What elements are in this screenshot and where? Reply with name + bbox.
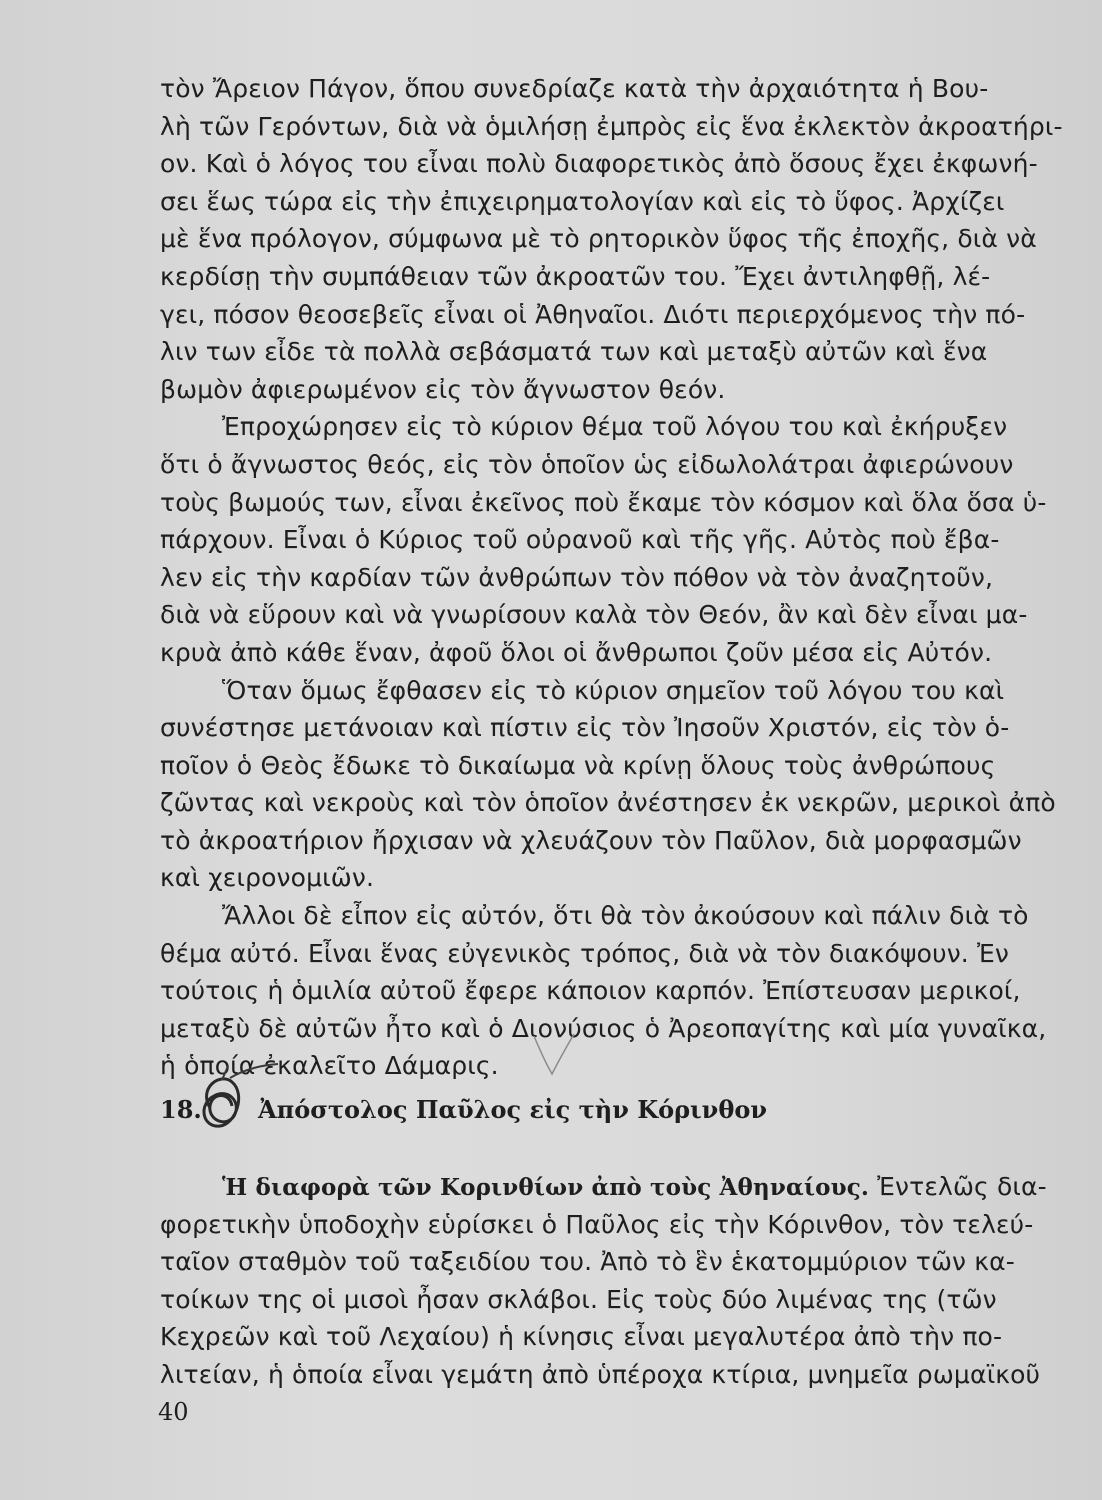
text-line: Ἐπροχώρησεν εἰς τὸ κύριον θέμα τοῦ λόγου του καὶ ἐκήρυξεν — [222, 412, 1008, 442]
text-line: Κεχρεῶν καὶ τοῦ Λεχαίου) ἡ κίνησις εἶναι μεγαλυτέρα ἀπὸ τὴν πο- — [160, 1322, 1003, 1352]
text-line: ἡ ὁποία ἐκαλεῖτο Δάμαρις. — [160, 1051, 499, 1081]
paragraph-believers — [160, 897, 1047, 1085]
text-line: τὸ ἀκροατήριον ἤρχισαν νὰ χλευάζουν τὸν Παῦλον, διὰ μορφασμῶν — [160, 825, 1022, 855]
text-line: πάρχουν. Εἶναι ὁ Κύριος τοῦ οὐρανοῦ καὶ τῆς γῆς. Αὐτὸς ποὺ ἔβα- — [160, 525, 1000, 555]
paragraph-mockery — [160, 672, 1056, 898]
body-text-top — [160, 70, 1063, 1085]
text-line: συνέστησε μετάνοιαν καὶ πίστιν εἰς τὸν Ἰησοῦν Χριστόν, εἰς τὸν ὁ- — [160, 713, 1010, 743]
text-line: κερδίσῃ τὴν συμπάθειαν τῶν ἀκροατῶν του. Ἔχει ἀντιληφθῇ, λέ- — [160, 261, 991, 291]
text-line — [160, 1168, 1047, 1206]
text-line: μὲ ἕνα πρόλογον, σύμφωνα μὲ τὸ ρητορικὸν ὕφος τῆς ἐποχῆς, διὰ νὰ — [160, 224, 1037, 254]
section-title: Ἀπόστολος Παῦλος εἰς τὴν Κόρινθον — [258, 1095, 767, 1124]
section-number: 18. — [160, 1095, 202, 1124]
paragraph-lead: Ἡ διαφορὰ τῶν Κορινθίων ἀπὸ τοὺς Ἀθηναίους. — [222, 1174, 870, 1201]
text-line: τοὺς βωμούς των, εἶναι ἐκεῖνος ποὺ ἔκαμε τὸν κόσμον καὶ ὅλα ὅσα ὑ- — [160, 487, 1047, 517]
text-line: μεταξὺ δὲ αὐτῶν ἦτο καὶ ὁ Διονύσιος ὁ Ἀρεοπαγίτης καὶ μία γυναῖκα, — [160, 1013, 1047, 1043]
text-line: τὸν Ἄρειον Πάγον, ὅπου συνεδρίαζε κατὰ τὴν ἀρχαιότητα ἡ Βου- — [160, 74, 989, 103]
text-line: λιν των εἶδε τὰ πολλὰ σεβάσματά των καὶ μεταξὺ αὐτῶν καὶ ἕνα — [160, 337, 988, 367]
text-line: λεν εἰς τὴν καρδίαν τῶν ἀνθρώπων τὸν πόθον νὰ τὸν ἀναζητοῦν, — [160, 562, 994, 592]
text-line: θέμα αὐτό. Εἶναι ἕνας εὐγενικὸς τρόπος, διὰ νὰ τὸν διακόψουν. Ἐν — [160, 938, 1010, 968]
text-line: τούτοις ἡ ὁμιλία αὐτοῦ ἔφερε κάποιον καρπόν. Ἐπίστευσαν μερικοί, — [160, 976, 1021, 1006]
paragraph-unknown-god — [160, 408, 1047, 671]
text-line: ταῖον σταθμὸν τοῦ ταξειδίου του. Ἀπὸ τὸ ἓν ἑκατομμύριον τῶν κα- — [160, 1247, 1015, 1277]
text-line: ζῶντας καὶ νεκροὺς καὶ τὸν ὁποῖον ἀνέστησεν ἐκ νεκρῶν, μερικοὶ ἀπὸ — [160, 788, 1056, 818]
text-line: γει, πόσον θεοσεβεῖς εἶναι οἱ Ἀθηναῖοι. Διότι περιερχόμενος τὴν πό- — [160, 299, 1026, 329]
text-line: λιτείαν, ἡ ὁποία εἶναι γεμάτη ἀπὸ ὑπέροχα κτίρια, μνημεῖα ρωμαϊκοῦ — [160, 1359, 1041, 1389]
text-line: τοίκων της οἱ μισοὶ ἦσαν σκλάβοι. Εἰς τοὺς δύο λιμένας της (τῶν — [160, 1284, 997, 1314]
text-line: ον. Καὶ ὁ λόγος του εἶναι πολὺ διαφορετικὸς ἀπὸ ὅσους ἔχει ἐκφωνή- — [160, 149, 1038, 179]
text-line: βωμὸν ἀφιερωμένον εἰς τὸν ἄγνωστον θεόν. — [160, 374, 726, 404]
page-number: 40 — [158, 1398, 189, 1426]
text-line: Ἄλλοι δὲ εἶπον εἰς αὐτόν, ὅτι θὰ τὸν ἀκούσουν καὶ πάλιν διὰ τὸ — [222, 901, 1029, 931]
text-line: ὅτι ὁ ἄγνωστος θεός, εἰς τὸν ὁποῖον ὡς εἰδωλολάτραι ἀφιερώνουν — [160, 449, 1014, 479]
text-line: λὴ τῶν Γερόντων, διὰ νὰ ὁμιλήσῃ ἐμπρὸς εἰς ἕνα ἐκλεκτὸν ἀκροατήρι- — [160, 111, 1063, 141]
paragraph-areopagus-speech — [160, 70, 1063, 408]
text-line-rest: Ἐντελῶς δια- — [877, 1172, 1047, 1201]
text-line: ποῖον ὁ Θεὸς ἔδωκε τὸ δικαίωμα νὰ κρίνῃ ὅλους τοὺς ἀνθρώπους — [160, 750, 996, 780]
text-line: διὰ νὰ εὕρουν καὶ νὰ γνωρίσουν καλὰ τὸν Θεόν, ἂν καὶ δὲν εἶναι μα- — [160, 600, 1028, 630]
text-line: καὶ χειρονομιῶν. — [160, 863, 375, 893]
text-line: φορετικὴν ὑποδοχὴν εὑρίσκει ὁ Παῦλος εἰς τὴν Κόρινθον, τὸν τελεύ- — [160, 1209, 1034, 1239]
pencil-scribble-circle — [180, 1058, 290, 1148]
text-line: Ὅταν ὅμως ἔφθασεν εἰς τὸ κύριον σημεῖον τοῦ λόγου του καὶ — [222, 675, 1005, 705]
text-line: σει ἕως τώρα εἰς τὴν ἐπιχειρηματολογίαν καὶ εἰς τὸ ὕφος. Ἀρχίζει — [160, 186, 1005, 216]
pencil-check-mark — [530, 1030, 580, 1080]
body-text-corinth — [160, 1168, 1047, 1394]
text-line: κρυὰ ἀπὸ κάθε ἕναν, ἀφοῦ ὅλοι οἱ ἄνθρωποι ζοῦν μέσα εἰς Αὐτόν. — [160, 637, 993, 667]
